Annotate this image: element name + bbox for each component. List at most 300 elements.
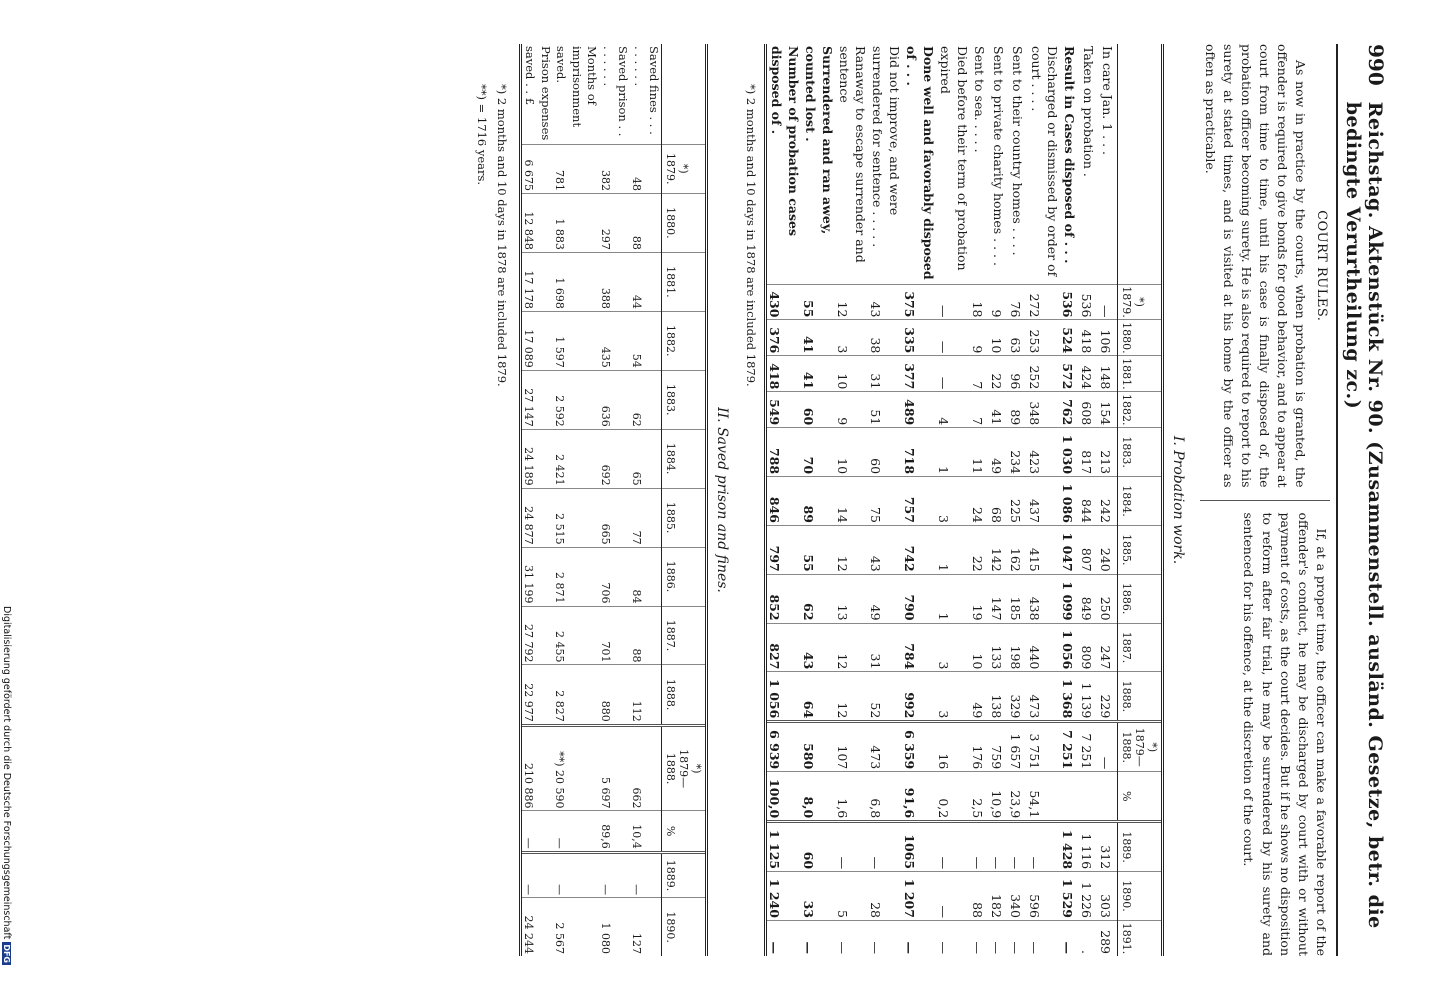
row-label: Discharged or dismissed by order of court . . . . xyxy=(1028,46,1061,277)
row-label: Done well and favorably disposed of . . . xyxy=(904,46,936,280)
saved-prison-title: II. Saved prison and fines. xyxy=(714,407,731,593)
table-cell: 1 207 xyxy=(902,872,936,921)
table-cell: 62 xyxy=(801,574,835,623)
table-cell: 662 xyxy=(630,725,662,811)
table-cell: 1 056 xyxy=(1060,623,1079,672)
table-cell: — xyxy=(936,920,970,956)
saved-prison-table xyxy=(522,44,706,956)
table-row xyxy=(1027,44,1061,956)
table-cell: 418 xyxy=(767,356,801,392)
table-cell: 580 xyxy=(801,722,835,772)
table-cell: 43 xyxy=(868,284,902,320)
column-header: *) 1879— 1888. xyxy=(662,725,706,811)
table-row xyxy=(868,44,902,956)
table-cell: 24 xyxy=(970,477,989,526)
table-cell: 253 xyxy=(1027,320,1061,356)
table-cell: 49 xyxy=(868,574,902,623)
table-cell: 9 xyxy=(989,284,1008,320)
table-cell: — xyxy=(1098,722,1118,772)
table-cell: 33 xyxy=(801,872,835,921)
table-cell: 89,6 xyxy=(599,811,630,852)
table-cell: 0,2 xyxy=(936,772,970,822)
row-label: Taken on probation . xyxy=(1081,46,1097,177)
table-cell: 162 xyxy=(1008,525,1027,574)
table-cell: 424 xyxy=(1079,356,1098,392)
column-header: 1889. xyxy=(1118,822,1162,872)
column-header: % xyxy=(662,811,706,852)
table-cell: 100,0 xyxy=(767,772,801,822)
table-cell: 852 xyxy=(767,574,801,623)
table-cell: 12 xyxy=(835,623,869,672)
table-cell: — xyxy=(868,822,902,872)
table-cell: 473 xyxy=(868,722,902,772)
table-cell: 297 xyxy=(599,193,630,252)
column-header: 1882. xyxy=(1118,392,1162,428)
column-header: % xyxy=(1118,772,1162,822)
table-cell: 19 xyxy=(970,574,989,623)
table-cell: 229 xyxy=(1098,672,1118,722)
table-cell: — xyxy=(835,822,869,872)
table-cell: — xyxy=(1008,920,1027,956)
row-label: Sent to private charity homes . . . . xyxy=(990,46,1006,266)
table-cell: 784 xyxy=(902,623,936,672)
table-cell: 250 xyxy=(1098,574,1118,623)
table-cell: 28 xyxy=(868,872,902,921)
table-cell: 340 xyxy=(1008,872,1027,921)
row-label: Died before their term of probation expired xyxy=(937,46,970,271)
table-cell: 7 xyxy=(970,392,989,428)
table-cell: 6 359 xyxy=(902,722,936,772)
table-cell: 376 xyxy=(767,320,801,356)
table-cell: 2 455 xyxy=(553,606,600,665)
table-row xyxy=(522,44,553,956)
table-cell: 22 977 xyxy=(522,665,553,725)
table-cell: 43 xyxy=(868,525,902,574)
digitization-credit-text: Digitalisierung gefördert durch die Deutsche Forschungsgemeinschaft xyxy=(1,606,12,940)
saved-prison-footnote-2: **) = 1716 years. xyxy=(474,84,489,186)
table-cell: 388 xyxy=(599,252,630,311)
table-cell: 1 428 xyxy=(1060,822,1079,872)
table-cell: — xyxy=(835,920,869,956)
table-row xyxy=(989,44,1008,956)
table-cell: 31 xyxy=(868,356,902,392)
table-cell: 185 xyxy=(1008,574,1027,623)
table-cell: 817 xyxy=(1079,428,1098,477)
table-cell: . xyxy=(1079,920,1098,956)
table-cell: — xyxy=(1060,920,1079,956)
table-cell: 1 xyxy=(936,428,970,477)
table-cell: 2 592 xyxy=(553,370,600,429)
table-cell: 252 xyxy=(1027,356,1061,392)
table-cell: 1 698 xyxy=(553,252,600,311)
table-cell: — xyxy=(599,852,630,897)
table-cell: 7 xyxy=(970,356,989,392)
row-label: Prison expenses saved . . £ xyxy=(523,46,553,141)
table-cell: 62 xyxy=(630,370,662,429)
table-cell: 23,9 xyxy=(1008,772,1027,822)
table-cell: 1 056 xyxy=(767,672,801,722)
table-cell: 182 xyxy=(989,872,1008,921)
court-rules-section xyxy=(1200,44,1330,956)
table-cell: 9 xyxy=(835,392,869,428)
column-header: 1889. xyxy=(662,852,706,897)
table-top-rule xyxy=(705,44,708,956)
table-cell: 12 xyxy=(835,525,869,574)
table-cell: 198 xyxy=(1008,623,1027,672)
table-cell: **) 20 590 xyxy=(553,725,600,811)
table-row xyxy=(1008,44,1027,956)
page-title: Reichstag. Aktenstück Nr. 90. (Zusammenstell. ausländ. Gesetze, betr. die bedingte Verurtheilung zc.) xyxy=(1342,101,1386,929)
table-cell: 112 xyxy=(630,665,662,725)
column-header: *) 1879. xyxy=(662,144,706,193)
table-cell: 138 xyxy=(989,672,1008,722)
probation-work-table xyxy=(767,44,1161,956)
table-cell: 133 xyxy=(989,623,1008,672)
table-cell: 7 251 xyxy=(1079,722,1098,772)
table-cell: 91,6 xyxy=(902,772,936,822)
table-row xyxy=(1060,44,1079,956)
table-cell: 524 xyxy=(1060,320,1079,356)
table-cell: 17 089 xyxy=(522,311,553,370)
table-cell: 1 xyxy=(936,574,970,623)
table-cell: 49 xyxy=(970,672,989,722)
table-cell: 51 xyxy=(868,392,902,428)
table-cell: 8,0 xyxy=(801,772,835,822)
table-cell: 12 xyxy=(835,284,869,320)
table-cell: 1 529 xyxy=(1060,872,1079,921)
table-cell xyxy=(1079,772,1098,822)
table-cell: 77 xyxy=(630,488,662,547)
table-cell: 31 xyxy=(868,623,902,672)
table-cell: 41 xyxy=(801,320,835,356)
column-header: 1890. xyxy=(1118,872,1162,921)
table-cell: 49 xyxy=(989,428,1008,477)
table-cell xyxy=(1060,772,1079,822)
table-cell: 329 xyxy=(1008,672,1027,722)
table-cell: 536 xyxy=(1079,284,1098,320)
table-cell: 2 871 xyxy=(553,547,600,606)
table-cell: 440 xyxy=(1027,623,1061,672)
table-cell: — xyxy=(936,320,970,356)
table-cell: 762 xyxy=(1060,392,1079,428)
table-cell: 234 xyxy=(1008,428,1027,477)
table-row xyxy=(553,44,600,956)
court-rules-heading: COURT RULES. xyxy=(1314,210,1329,322)
column-header: 1887. xyxy=(1118,623,1162,672)
label-header xyxy=(662,44,706,144)
table-cell: 24 244 xyxy=(522,898,553,956)
table-cell: 2 827 xyxy=(553,665,600,725)
row-label: Saved fines . . . . . . . . . xyxy=(631,46,662,135)
table-cell: 2 515 xyxy=(553,488,600,547)
table-cell: 27 792 xyxy=(522,606,553,665)
table-cell: 24 189 xyxy=(522,429,553,488)
table-row xyxy=(599,44,630,956)
table-cell: — xyxy=(630,852,662,897)
table-cell: 6 939 xyxy=(767,722,801,772)
table-cell: 790 xyxy=(902,574,936,623)
table-cell: 809 xyxy=(1079,623,1098,672)
table-cell: 807 xyxy=(1079,525,1098,574)
table-cell: 96 xyxy=(1008,356,1027,392)
table-cell: 596 xyxy=(1027,872,1061,921)
table-cell: 1 047 xyxy=(1060,525,1079,574)
table-cell: 375 xyxy=(902,284,936,320)
table-cell: — xyxy=(970,920,989,956)
table-cell: 636 xyxy=(599,370,630,429)
row-label: Saved prison . . . . . . . . xyxy=(600,46,631,137)
table-cell: 437 xyxy=(1027,477,1061,526)
table-cell: — xyxy=(553,852,600,897)
table-cell: 44 xyxy=(630,252,662,311)
table-cell: 84 xyxy=(630,547,662,606)
table-cell: 3 xyxy=(936,477,970,526)
page-number: 990 xyxy=(1364,44,1388,86)
table-cell: 63 xyxy=(1008,320,1027,356)
table-cell: 1 883 xyxy=(553,193,600,252)
table-cell: 1065 xyxy=(902,822,936,872)
table-row xyxy=(801,44,835,956)
table-cell: 1 086 xyxy=(1060,477,1079,526)
table-cell: 55 xyxy=(801,284,835,320)
table-cell: 14 xyxy=(835,477,869,526)
table-cell: 10,9 xyxy=(989,772,1008,822)
table-cell: 10 xyxy=(835,428,869,477)
table-cell: 41 xyxy=(801,356,835,392)
table-cell: — xyxy=(936,872,970,921)
table-cell: 225 xyxy=(1008,477,1027,526)
table-cell: 2,5 xyxy=(970,772,989,822)
table-row xyxy=(936,44,970,956)
table-cell: 60 xyxy=(801,392,835,428)
table-cell: 88 xyxy=(970,872,989,921)
table-cell: — xyxy=(801,920,835,956)
table-cell: 1 657 xyxy=(1008,722,1027,772)
table-cell: — xyxy=(1098,284,1118,320)
table-cell: — xyxy=(936,356,970,392)
table-cell: 435 xyxy=(599,311,630,370)
table-cell: 377 xyxy=(902,356,936,392)
row-label: In care Jan. 1 . . . xyxy=(1100,46,1116,156)
table-cell: 65 xyxy=(630,429,662,488)
column-header: 1881. xyxy=(1118,356,1162,392)
table-cell: 142 xyxy=(989,525,1008,574)
table-cell: 608 xyxy=(1079,392,1098,428)
table-cell: 1 030 xyxy=(1060,428,1079,477)
probation-work-title: I. Probation work. xyxy=(1170,435,1187,565)
row-label: Sent to their country homes . . . . xyxy=(1009,46,1025,256)
column-header: 1883. xyxy=(662,370,706,429)
table-cell: — xyxy=(1027,920,1061,956)
table-cell: 24 877 xyxy=(522,488,553,547)
row-label: Months of imprisonment saved. xyxy=(554,46,600,128)
column-header: 1886. xyxy=(1118,574,1162,623)
table-header-row xyxy=(662,44,706,956)
column-header: 1882. xyxy=(662,311,706,370)
table-cell: — xyxy=(1027,822,1061,872)
table-cell: 827 xyxy=(767,623,801,672)
table-cell: 55 xyxy=(801,525,835,574)
table-cell: 415 xyxy=(1027,525,1061,574)
table-cell: 1 368 xyxy=(1060,672,1079,722)
probation-footnote: *) 2 months and 10 days in 1878 are included 1879. xyxy=(744,84,759,387)
table-cell: 1,6 xyxy=(835,772,869,822)
table-cell: — xyxy=(522,811,553,852)
table-cell: 240 xyxy=(1098,525,1118,574)
table-cell: 64 xyxy=(801,672,835,722)
table-row xyxy=(1098,44,1118,956)
table-cell: 16 xyxy=(936,722,970,772)
table-cell: 3 xyxy=(936,672,970,722)
table-cell: 5 697 xyxy=(599,725,630,811)
table-cell: 213 xyxy=(1098,428,1118,477)
column-header: 1881. xyxy=(662,252,706,311)
table-cell: 9 xyxy=(970,320,989,356)
table-top-rule xyxy=(1161,44,1164,956)
table-cell: 12 xyxy=(835,672,869,722)
table-cell xyxy=(1098,772,1118,822)
table-cell: 438 xyxy=(1027,574,1061,623)
table-cell: 4 xyxy=(936,392,970,428)
table-cell: 1 125 xyxy=(767,822,801,872)
table-cell: 68 xyxy=(989,477,1008,526)
table-cell: 880 xyxy=(599,665,630,725)
table-cell: 22 xyxy=(970,525,989,574)
table-cell: 88 xyxy=(630,193,662,252)
table-cell: 27 147 xyxy=(522,370,553,429)
column-header: 1890. xyxy=(662,898,706,956)
court-rules-right-column xyxy=(1200,513,1330,957)
label-header xyxy=(1118,44,1162,284)
table-cell: 759 xyxy=(989,722,1008,772)
column-header: 1883. xyxy=(1118,428,1162,477)
table-cell: 788 xyxy=(767,428,801,477)
table-cell: 718 xyxy=(902,428,936,477)
table-cell: — xyxy=(936,284,970,320)
table-cell: 43 xyxy=(801,623,835,672)
table-cell: 7 251 xyxy=(1060,722,1079,772)
court-rules-left-column xyxy=(1200,44,1330,501)
column-header: 1891. xyxy=(1118,920,1162,956)
column-header: 1884. xyxy=(1118,477,1162,526)
table-cell: 89 xyxy=(801,477,835,526)
table-cell: 76 xyxy=(1008,284,1027,320)
column-header: 1880. xyxy=(662,193,706,252)
table-cell: 31 199 xyxy=(522,547,553,606)
table-cell: 2 421 xyxy=(553,429,600,488)
table-cell: 22 xyxy=(989,356,1008,392)
table-cell: 549 xyxy=(767,392,801,428)
table-cell: — xyxy=(553,811,600,852)
table-cell: 13 xyxy=(835,574,869,623)
table-cell: 797 xyxy=(767,525,801,574)
table-cell: — xyxy=(936,822,970,872)
table-row xyxy=(970,44,989,956)
table-cell: 107 xyxy=(835,722,869,772)
table-cell: 692 xyxy=(599,429,630,488)
table-cell: 54,1 xyxy=(1027,772,1061,822)
table-cell: 489 xyxy=(902,392,936,428)
table-cell: 60 xyxy=(868,428,902,477)
table-cell: 54 xyxy=(630,311,662,370)
table-cell: 60 xyxy=(801,822,835,872)
table-row xyxy=(1079,44,1098,956)
column-header: 1880. xyxy=(1118,320,1162,356)
table-cell: 10 xyxy=(989,320,1008,356)
table-cell: 781 xyxy=(553,144,600,193)
table-cell: 1 099 xyxy=(1060,574,1079,623)
table-cell: — xyxy=(902,920,936,956)
table-cell: 3 xyxy=(936,623,970,672)
table-cell: 10 xyxy=(835,356,869,392)
table-cell: 5 xyxy=(835,872,869,921)
table-cell: 701 xyxy=(599,606,630,665)
table-cell: 154 xyxy=(1098,392,1118,428)
table-cell: 312 xyxy=(1098,822,1118,872)
table-cell: 18 xyxy=(970,284,989,320)
table-cell: 1 xyxy=(936,525,970,574)
table-cell: 148 xyxy=(1098,356,1118,392)
column-header: 1886. xyxy=(662,547,706,606)
table-cell: 757 xyxy=(902,477,936,526)
table-cell: 303 xyxy=(1098,872,1118,921)
table-cell: 473 xyxy=(1027,672,1061,722)
table-cell: — xyxy=(989,920,1008,956)
table-cell: 11 xyxy=(970,428,989,477)
table-cell: 12 848 xyxy=(522,193,553,252)
table-cell: 423 xyxy=(1027,428,1061,477)
table-cell: 3 xyxy=(835,320,869,356)
column-header: 1888. xyxy=(662,665,706,725)
table-cell: — xyxy=(989,822,1008,872)
page-header xyxy=(1336,44,1388,956)
column-header: 1885. xyxy=(1118,525,1162,574)
row-label: Number of probation cases disposed of . xyxy=(769,46,801,236)
table-cell: 242 xyxy=(1098,477,1118,526)
table-cell: 247 xyxy=(1098,623,1118,672)
table-cell: 430 xyxy=(767,284,801,320)
table-cell: 10,4 xyxy=(630,811,662,852)
table-cell: 41 xyxy=(989,392,1008,428)
table-cell: 147 xyxy=(989,574,1008,623)
table-cell: 127 xyxy=(630,898,662,956)
court-rules-left-paragraph: As now in practice by the courts, when probation is granted, the offender is required to give bonds for good behavior, and to appear at court from time to time, until his case is finally disposed of, the probation officer becoming surety. He is also required to report to his surety at stated times, and is visited at his home by the officer as often as practicable. xyxy=(1202,44,1309,488)
table-row xyxy=(630,44,662,956)
table-cell: 348 xyxy=(1027,392,1061,428)
table-cell: 75 xyxy=(868,477,902,526)
table-header-row xyxy=(1118,44,1162,956)
table-cell: 572 xyxy=(1060,356,1079,392)
table-cell: 844 xyxy=(1079,477,1098,526)
table-cell: 1 080 xyxy=(599,898,630,956)
table-cell: 1 116 xyxy=(1079,822,1098,872)
digitization-credit xyxy=(0,606,12,1000)
table-cell: 210 886 xyxy=(522,725,553,811)
row-label: Did not improve, and were surrendered for sentence . . . . . xyxy=(870,46,903,248)
table-cell: 17 178 xyxy=(522,252,553,311)
table-cell: — xyxy=(970,822,989,872)
table-cell: 706 xyxy=(599,547,630,606)
table-row xyxy=(835,44,869,956)
table-cell: 742 xyxy=(902,525,936,574)
table-cell: 89 xyxy=(1008,392,1027,428)
table-cell: 88 xyxy=(630,606,662,665)
table-cell: 70 xyxy=(801,428,835,477)
table-cell: 1 226 xyxy=(1079,872,1098,921)
table-cell: — xyxy=(767,920,801,956)
table-cell: 3 751 xyxy=(1027,722,1061,772)
table-cell: 418 xyxy=(1079,320,1098,356)
